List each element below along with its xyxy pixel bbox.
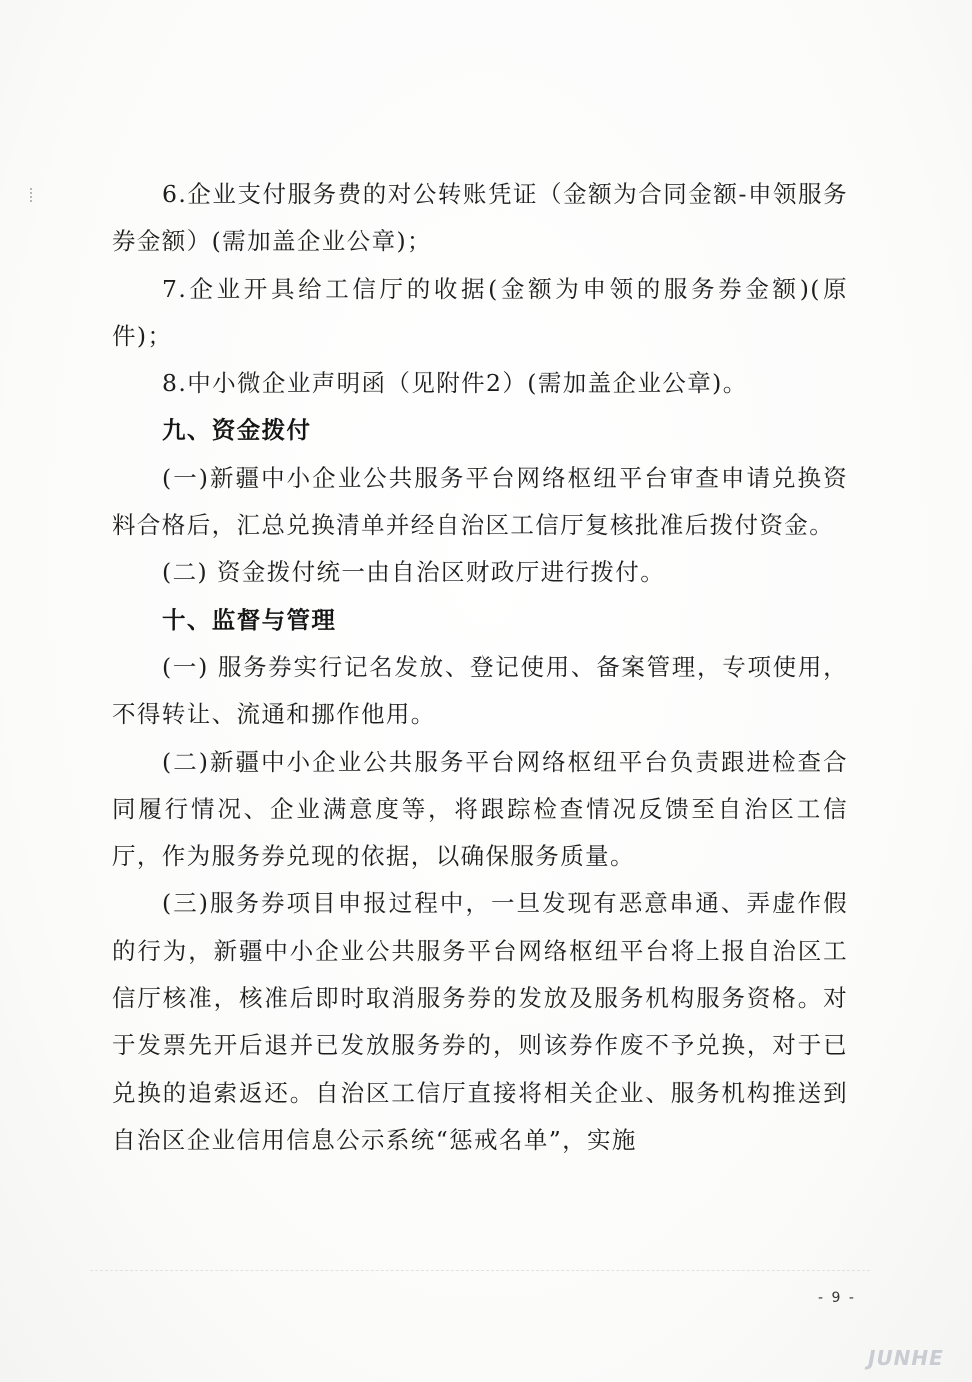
item-6-transfer-voucher: 6.企业支付服务费的对公转账凭证（金额为合同金额-申领服务券金额）(需加盖企业公章)； [112,180,848,256]
section-10-item-1: (一) 服务券实行记名发放、登记使用、备案管理，专项使用，不得转让、流通和挪作他用。 [112,652,848,729]
section-9-heading: 九、资金拨付 [162,416,312,445]
watermark-logo: JUNHE [868,1346,944,1370]
section-9-item-2: (二) 资金拨付统一由自治区财政厅进行拨付。 [162,558,666,587]
page-number: - 9 - [818,1290,856,1306]
section-10-heading: 十、监督与管理 [162,605,337,634]
scan-artifact [30,188,40,202]
scan-artifact-line [90,1270,870,1271]
document-body [112,171,848,1164]
section-10-item-2: (二)新疆中小企业公共服务平台网络枢纽平台负责跟进检查合同履行情况、企业满意度等，将跟踪检查情况反馈至自治区工信厅，作为服务券兑现的依据，以确保服务质量。 [112,747,848,871]
section-9-item-1: (一)新疆中小企业公共服务平台网络枢纽平台审查申请兑换资料合格后，汇总兑换清单并经自治区工信厅复核批准后拨付资金。 [112,463,848,540]
section-10-item-3: (三)服务券项目申报过程中，一旦发现有恶意串通、弄虚作假的行为，新疆中小企业公共服务平台网络枢纽平台将上报自治区工信厅核准，核准后即时取消服务券的发放及服务机构服务资格。对于发票先开后退并已发放服务券的，则该券作废不予兑换，对于已兑换的追索返还。自治区工信厅直接将相关企业、服务机构推送到自治区企业信用信息公示系统“惩戒名单”，实施 [112,889,848,1154]
item-8-declaration-letter: 8.中小微企业声明函（见附件2）(需加盖企业公章)。 [162,369,748,398]
item-7-receipt: 7.企业开具给工信厅的收据(金额为申领的服务券金额)(原件)； [112,274,848,350]
